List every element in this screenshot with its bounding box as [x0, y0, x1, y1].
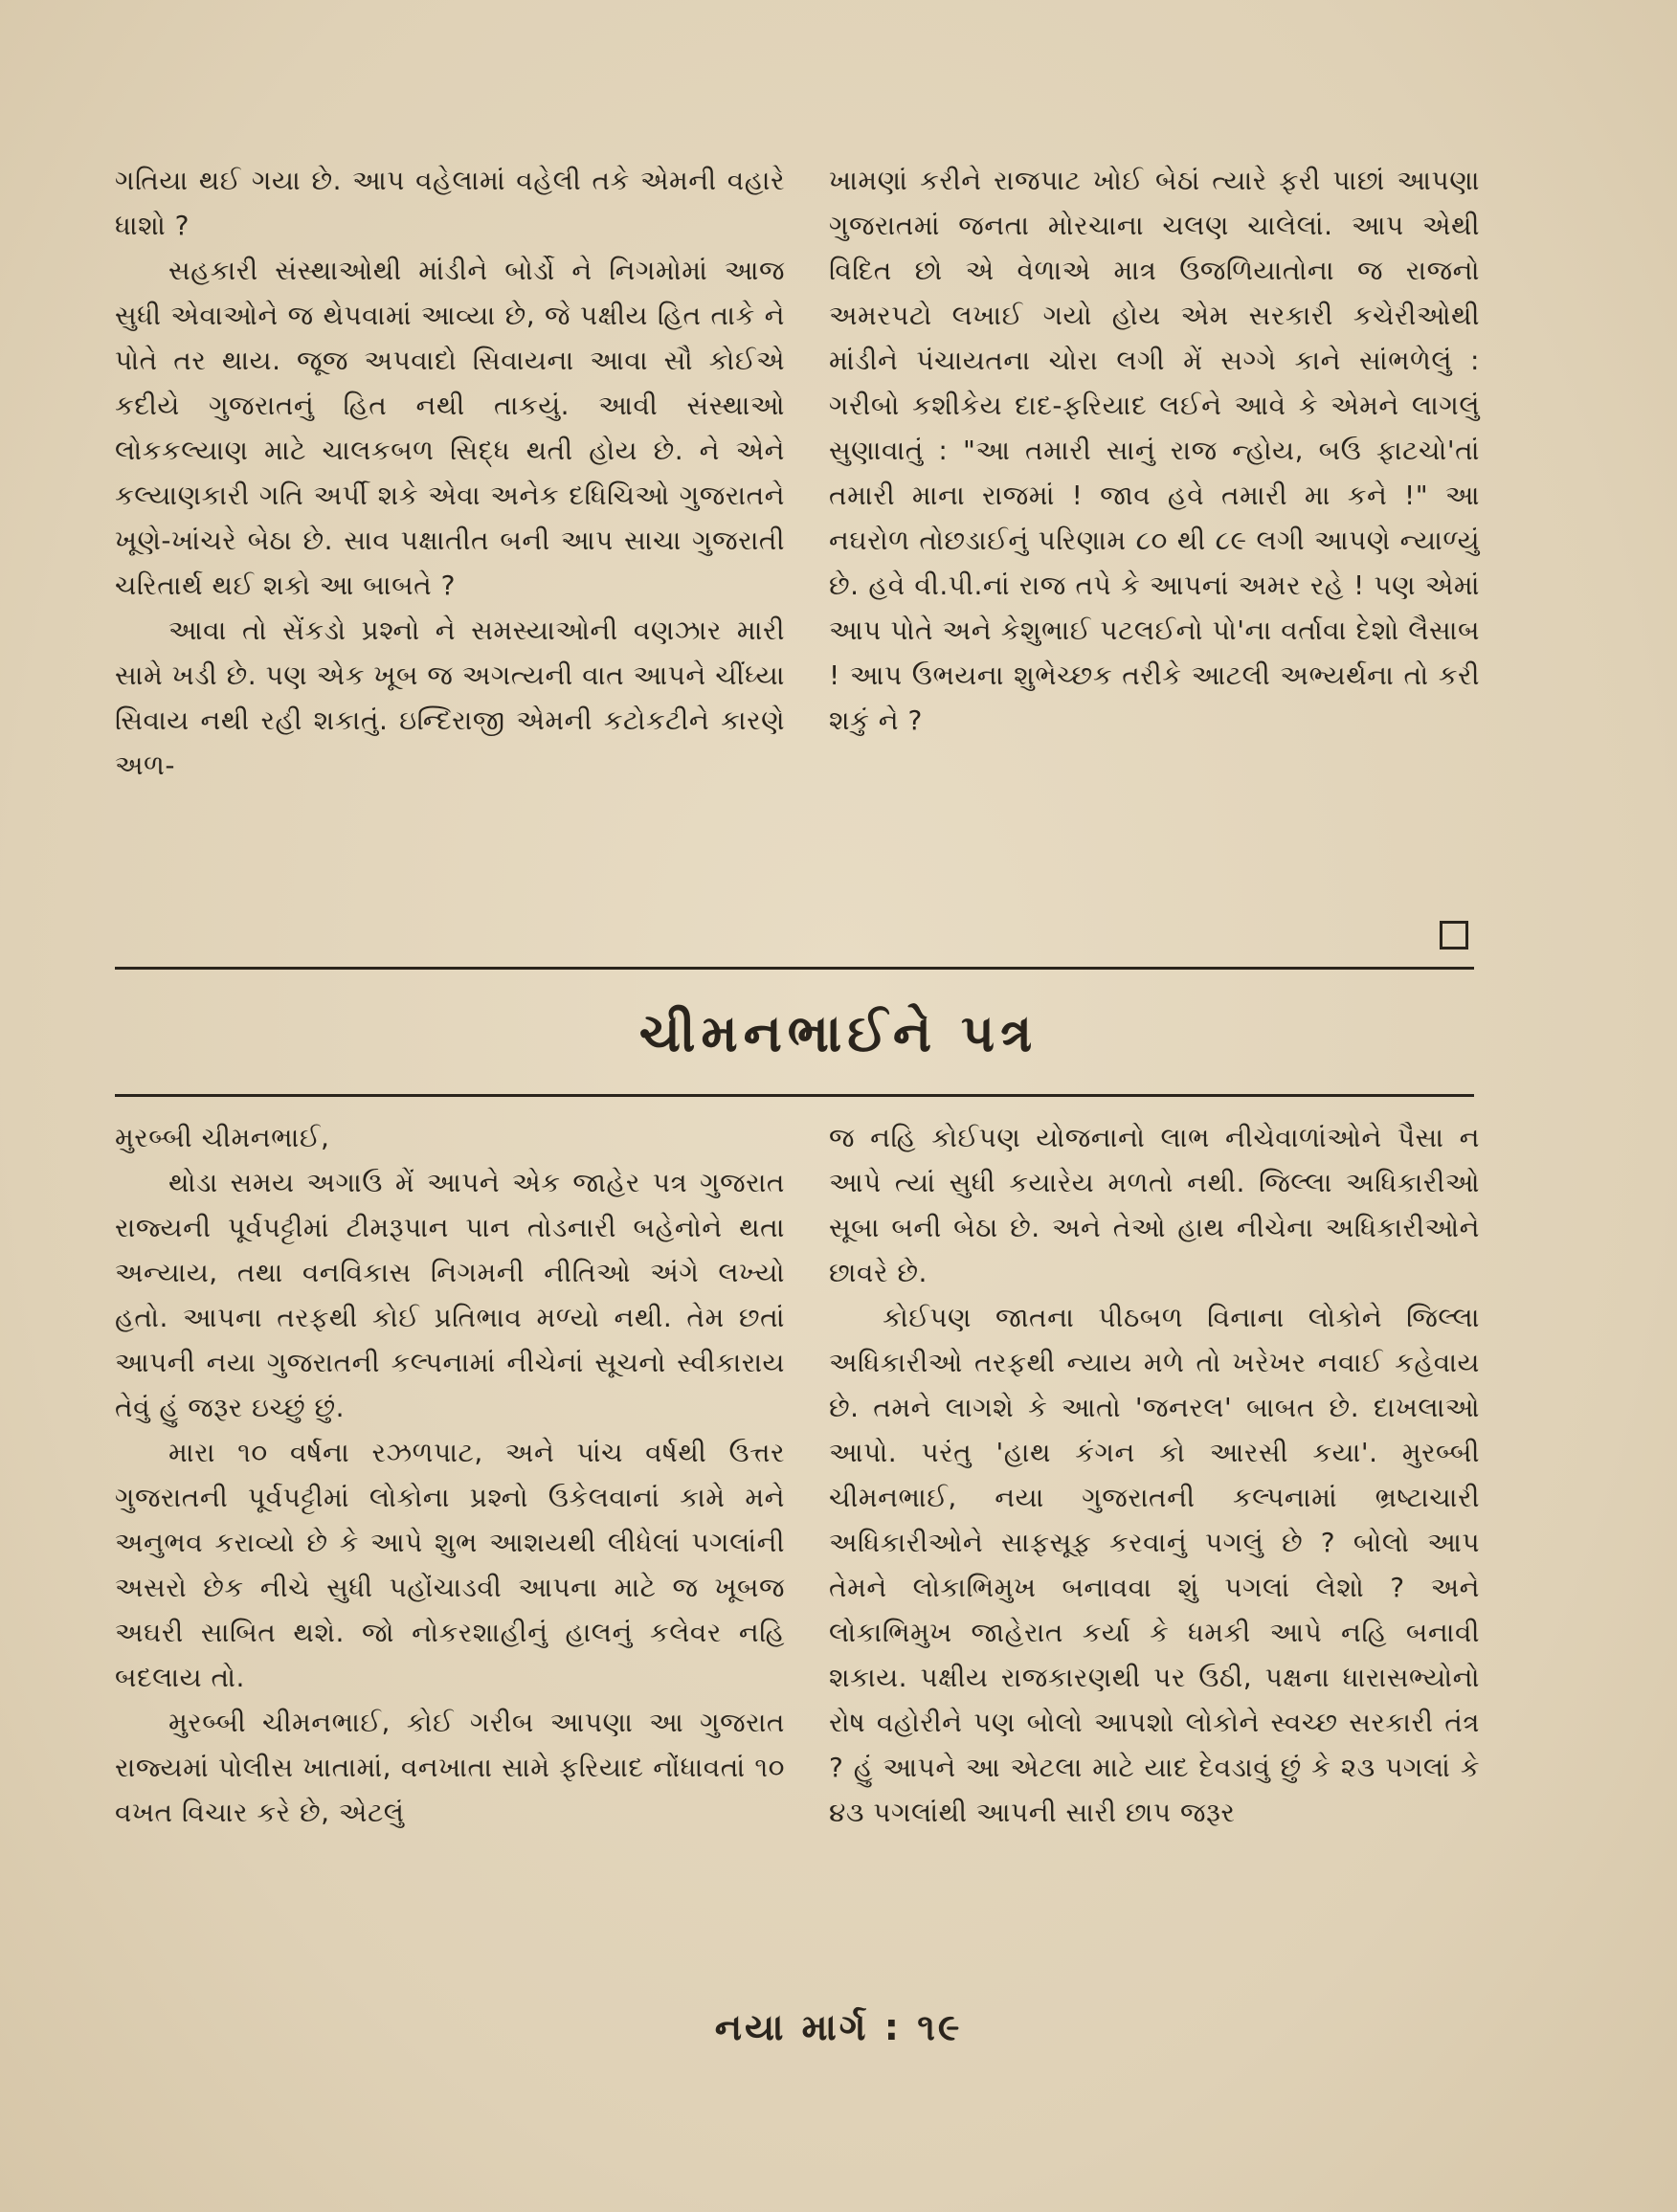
paragraph: થોડા સમય અગાઉ મેં આપને એક જાહેર પત્ર ગુજરાત રાજ્યની પૂર્વપટ્ટીમાં ટીમરૂપાન પાન તોડનારી બહેનોને થતા અન્યાય, તથા વનવિકાસ નિગમની નીતિઓ અંગે લખ્યો હતો. આપના તરફથી કોઈ પ્રતિભાવ મળ્યો નથી. તેમ છતાં આપની નયા ગુજરાતની કલ્પનામાં નીચેનાં સૂચનો સ્વીકારાય તેવું હું જરૂર ઇચ્છું છું. [115, 1167, 785, 1423]
divider-top [115, 967, 1474, 970]
end-of-article-box-icon [1440, 921, 1468, 950]
paragraph: આવા તો સેંકડો પ્રશ્નો ને સમસ્યાઓની વણઝાર મારી સામે ખડી છે. પણ એક ખૂબ જ અગત્યની વાત આપને ચીંધ્યા સિવાય નથી રહી શકાતું. ઇન્દિરાજી એમની કટોકટીને કારણે અળ- [115, 614, 785, 781]
paragraph: ખામણાં કરીને રાજપાટ ખોઈ બેઠાં ત્યારે ફરી પાછાં આપણા ગુજરાતમાં જનતા મોરચાના ચલણ ચાલેલાં. આપ એથી વિદિત છો એ વેળાએ માત્ર ઉજળિયાતોના જ રાજનો અમરપટો લખાઈ ગયો હોય એમ સરકારી કચેરીઓથી માંડીને પંચાયતના ચોરા લગી મેં સગ્ગે કાને સાંભળેલું : ગરીબો કશીકેય દાદ-ફરિયાદ લઈને આવે કે એમને લાગલું સુણાવાતું : "આ તમારી સાનું રાજ ન્હોય, બઉ ફાટચો'તાં તમારી માના રાજમાં ! જાવ હવે તમારી મા કને !" આ નઘરોળ તોછડાઈનું પરિણામ ૮૦ થી ૮૯ લગી આપણે ન્યાળ્યું છે. હવે વી.પી.નાં રાજ તપે કે આપનાં અમર રહે ! પણ એમાં આપ પોતે અને કેશુભાઈ પટલઈનો પો'ના વર્તાવા દેશો લૈસાબ ! આપ ઉભયના શુભેચ્છક તરીકે આટલી અભ્યર્થના તો કરી શકું ને ? [829, 165, 1480, 736]
article-left-column [115, 1115, 785, 1835]
paragraph: મુરબ્બી ચીમનભાઈ, કોઈ ગરીબ આપણા આ ગુજરાત રાજ્યમાં પોલીસ ખાતામાં, વનખાતા સામે ફરિયાદ નોંધાવતાં ૧૦ વખત વિચાર કરે છે, એટલું [115, 1707, 785, 1828]
paragraph: સહકારી સંસ્થાઓથી માંડીને બોર્ડો ને નિગમોમાં આજ સુધી એવાઓને જ થેપવામાં આવ્યા છે, જે પક્ષીય હિત તાકે ને પોતે તર થાય. જૂજ અપવાદો સિવાયના આવા સૌ કોઈએ કદીયે ગુજરાતનું હિત નથી તાકયું. આવી સંસ્થાઓ લોકકલ્યાણ માટે ચાલકબળ સિદ્ધ થતી હોય છે. ને એને કલ્યાણકારી ગતિ અર્પી શકે એવા અનેક દધિચિઓ ગુજરાતને ખૂણે-ખાંચરે બેઠા છે. સાવ પક્ષાતીત બની આપ સાચા ગુજરાતી ચરિતાર્થ થઈ શકો આ બાબતે ? [115, 255, 785, 601]
article-right-column [829, 1115, 1480, 1835]
top-right-column [829, 158, 1480, 743]
divider-bottom [115, 1094, 1474, 1097]
paragraph: કોઈપણ જાતના પીઠબળ વિનાના લોકોને જિલ્લા અધિકારીઓ તરફથી ન્યાય મળે તો ખરેખર નવાઈ કહેવાય છે. તમને લાગશે કે આતો 'જનરલ' બાબત છે. દાખલાઓ આપો. પરંતુ 'હાથ કંગન કો આરસી કયા'. મુરબ્બી ચીમનભાઈ, નયા ગુજરાતની કલ્પનામાં ભ્રષ્ટાચારી અધિકારીઓને સાફસૂફ કરવાનું પગલું છે ? બોલો આપ તેમને લોકાભિમુખ બનાવવા શું પગલાં લેશો ? અને લોકાભિમુખ જાહેરાત કર્યા કે ધમકી આપે નહિ બનાવી શકાય. પક્ષીય રાજકારણથી પર ઉઠી, પક્ષના ધારાસભ્યોનો રોષ વહોરીને પણ બોલો આપશો લોકોને સ્વચ્છ સરકારી તંત્ર ? હું આપને આ એટલા માટે યાદ દેવડાવું છું કે ૨૩ પગલાં કે ૪૩ પગલાંથી આપની સારી છાપ જરૂર [829, 1302, 1480, 1828]
top-left-column [115, 158, 785, 788]
paragraph: ગતિયા થઈ ગયા છે. આપ વહેલામાં વહેલી તકે એમની વહારે ધાશો ? [115, 165, 785, 241]
paragraph: જ નહિ કોઈપણ યોજનાનો લાભ નીચેવાળાંઓને પૈસા ન આપે ત્યાં સુધી કયારેય મળતો નથી. જિલ્લા અધિકારીઓ સૂબા બની બેઠા છે. અને તેઓ હાથ નીચેના અધિકારીઓને છાવરે છે. [829, 1122, 1480, 1288]
salutation: મુરબ્બી ચીમનભાઈ, [115, 1122, 330, 1153]
paragraph: મારા ૧૦ વર્ષના રઝળપાટ, અને પાંચ વર્ષથી ઉત્તર ગુજરાતની પૂર્વપટ્ટીમાં લોકોના પ્રશ્નો ઉકેલવાનાં કામે મને અનુભવ કરાવ્યો છે કે આપે શુભ આશયથી લીધેલાં પગલાંની અસરો છેક નીચે સુધી પહોંચાડવી આપના માટે જ ખૂબજ અઘરી સાબિત થશે. જો નોકરશાહીનું હાલનું કલેવર નહિ બદલાય તો. [115, 1437, 785, 1693]
page-footer: નયા માર્ગ : ૧૯ [714, 2006, 963, 2048]
article-title: ચીમનભાઈને પત્ર [638, 1003, 1039, 1063]
